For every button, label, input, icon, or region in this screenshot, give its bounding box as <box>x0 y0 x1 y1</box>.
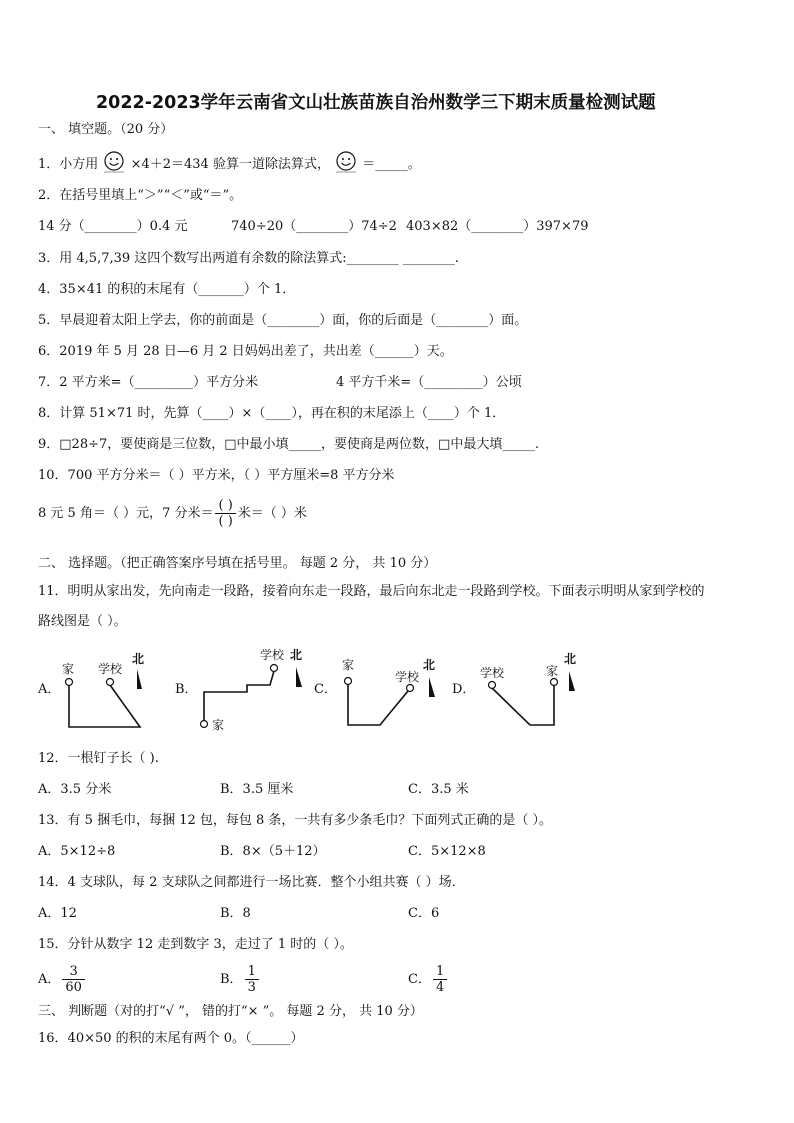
q7-item-b: 4 平方千米=（_________）公顷 <box>336 375 522 390</box>
q11-option-b-label: B． <box>175 682 198 697</box>
question-10: 10．700 平方分米＝（ ）平方米，（ ）平方厘米=8 平方分米 <box>38 468 395 483</box>
option-label: C． <box>408 972 431 987</box>
north-label: 北 <box>423 658 436 672</box>
option-label: A． <box>38 972 61 987</box>
q14-option-c: C．6 <box>408 906 440 921</box>
question-16: 16．40×50 的积的末尾有两个 0。（______） <box>38 1031 304 1046</box>
north-arrow-icon <box>429 677 435 697</box>
home-label: 家 <box>62 662 75 676</box>
section-choice-heading: 二、 选择题。（把正确答案序号填在括号里。 每题 2 分， 共 10 分） <box>38 556 437 571</box>
q1-text-b: ×4＋2＝434 验算一道除法算式， <box>130 157 330 172</box>
q1-text-a: 1．小方用 <box>38 157 99 172</box>
question-12: 12．一根钉子长（ ). <box>38 751 159 766</box>
route-d <box>480 652 576 725</box>
fraction-numerator: 3 <box>69 964 78 979</box>
fraction-numerator: 1 <box>247 964 256 979</box>
q1-text-c: ＝_____。 <box>362 157 421 172</box>
question-11-line2: 路线图是（ ）。 <box>38 614 127 629</box>
question-5: 5．早晨迎着太阳上学去，你的前面是（________）面，你的后面是（________）面。 <box>38 313 528 328</box>
school-label: 学校 <box>480 666 505 680</box>
fraction <box>433 964 447 995</box>
option-label: B． <box>220 972 243 987</box>
route-c <box>342 657 435 725</box>
north-label: 北 <box>290 648 303 662</box>
question-3: 3．用 4,5,7,39 这四个数写出两道有余数的除法算式:________ ________. <box>38 251 459 266</box>
fraction <box>245 964 259 995</box>
school-label: 学校 <box>395 670 420 684</box>
section-fill-blank-heading: 一、 填空题。（20 分） <box>38 122 174 137</box>
route-a <box>62 652 144 727</box>
question-4: 4．35×41 的积的末尾有（_______）个 1． <box>38 282 296 297</box>
question-6: 6．2019 年 5 月 28 日—6 月 2 日妈妈出差了，共出差（______）天。 <box>38 344 453 359</box>
question-10-line2 <box>38 498 307 530</box>
question-2: 2．在括号里填上“＞”“＜”或“＝”。 <box>38 188 243 203</box>
north-arrow-icon <box>296 667 302 687</box>
home-label: 家 <box>546 664 559 678</box>
question-13: 13．有 5 捆毛巾，每捆 12 包，每包 8 条，一共有多少条毛巾？下面列式正确的是（ ）。 <box>38 813 553 828</box>
home-label: 家 <box>212 718 225 732</box>
north-arrow-icon <box>569 671 575 691</box>
q12-option-c: C．3.5 米 <box>408 782 469 797</box>
q15-option-a <box>38 962 87 998</box>
question-1 <box>38 150 421 179</box>
page-title: 2022-2023学年云南省文山壮族苗族自治州数学三下期末质量检测试题 <box>96 93 656 113</box>
fraction-denominator: 4 <box>433 979 447 995</box>
q12-option-b: B．3.5 厘米 <box>220 782 294 797</box>
q10b-fraction <box>215 498 235 529</box>
q13-option-a: A．5×12÷8 <box>38 844 116 859</box>
fraction-denominator: 3 <box>245 979 259 995</box>
q13-option-b: B．8×（5＋12） <box>220 844 326 859</box>
q2-item-c: 403×82（________）397×79 <box>406 219 589 234</box>
fraction-numerator: ( ) <box>218 498 233 513</box>
fraction-denominator: ( ) <box>215 513 235 529</box>
q12-option-a: A．3.5 分米 <box>38 782 112 797</box>
q10b-text-a: 8 元 5 角＝（ ）元，7 分米＝ <box>38 506 214 521</box>
q10b-text-b: 米＝（ ）米 <box>237 506 307 521</box>
question-15: 15．分针从数字 12 走到数字 3，走过了 1 时的（ ）。 <box>38 937 353 952</box>
smiley-face-icon <box>334 150 358 179</box>
fraction-denominator: 60 <box>62 979 85 995</box>
smiley-face-icon <box>102 150 126 179</box>
q15-option-b <box>220 962 261 998</box>
fraction-numerator: 1 <box>435 964 445 979</box>
question-11-line1: 11．明明从家出发，先向南走一段路，接着向东走一段路，最后向东北走一段路到学校。下面表示明明从家到学校的 <box>38 584 705 599</box>
home-label: 家 <box>342 658 355 672</box>
q2-item-a: 14 分（________）0.4 元 <box>38 219 188 234</box>
q11-option-c-label: C． <box>314 682 337 697</box>
q13-option-c: C．5×12×8 <box>408 844 486 859</box>
q14-option-b: B．8 <box>220 906 251 921</box>
fraction <box>62 964 85 995</box>
q7-item-a: 7．2 平方米=（_________）平方分米 <box>38 375 259 390</box>
q11-option-a-label: A． <box>38 682 61 697</box>
q14-option-a: A．12 <box>38 906 77 921</box>
q2-item-b: 740÷20（________）74÷2 <box>231 219 397 234</box>
section-judge-heading: 三、 判断题（对的打“√ ”， 错的打“× ”。 每题 2 分， 共 10 分） <box>38 1004 423 1019</box>
north-label: 北 <box>564 652 577 666</box>
school-label: 学校 <box>260 648 285 662</box>
school-label: 学校 <box>98 662 123 676</box>
north-label: 北 <box>132 652 145 666</box>
question-8: 8．计算 51×71 时，先算（____）×（____），再在积的末尾添上（____）个 1． <box>38 406 506 421</box>
q11-option-d-label: D． <box>452 682 476 697</box>
question-14: 14．4 支球队，每 2 支球队之间都进行一场比赛．整个小组共赛（ ）场． <box>38 875 465 890</box>
route-b <box>201 647 303 732</box>
question-9: 9．□28÷7，要使商是三位数，□中最小填_____，要使商是两位数，□中最大填_____. <box>38 437 539 452</box>
q11-route-diagrams <box>40 645 600 735</box>
north-arrow-icon <box>137 669 142 689</box>
q15-option-c <box>408 962 449 998</box>
